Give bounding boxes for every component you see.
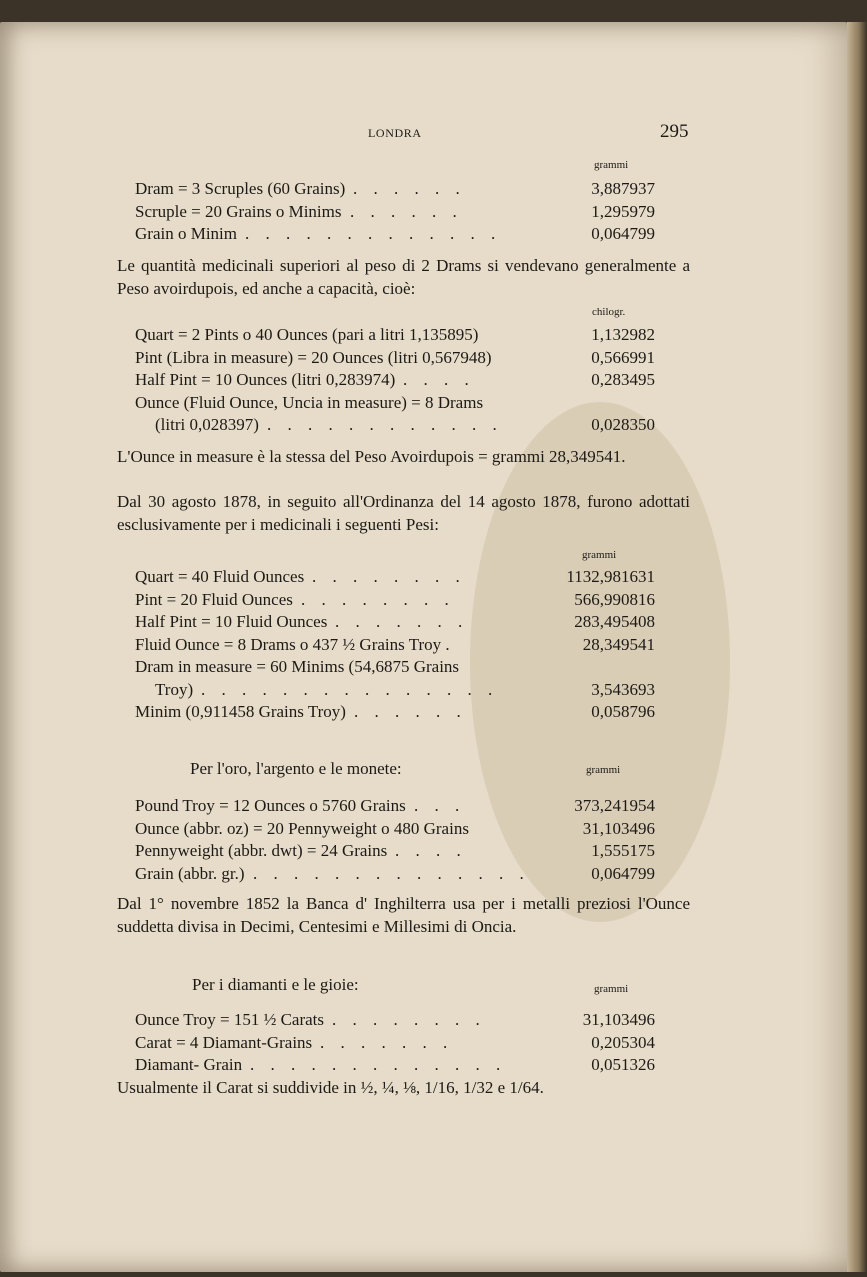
row-value: 0,028350: [591, 415, 655, 434]
unit-label-grammi-4: grammi: [594, 983, 629, 995]
row-value: 0,064799: [591, 863, 655, 883]
leader-dots: . . . . . . . .: [332, 1010, 486, 1029]
table-row: [135, 795, 655, 817]
page-number: 295: [660, 121, 689, 142]
row-value: 0,566991: [591, 347, 655, 367]
table-row: [135, 863, 655, 885]
table-row: [135, 1054, 655, 1076]
table-row: [135, 347, 655, 369]
row-label: Ounce Troy = 151 ½ Carats: [135, 1010, 325, 1029]
unit-label-grammi-3: grammi: [586, 764, 621, 776]
row-label: Pint = 20 Fluid Ounces: [135, 589, 293, 609]
leader-dots: . . . . . . . . . . . . . .: [253, 863, 530, 883]
row-value: 0,064799: [591, 224, 655, 243]
row-label: Quart = 2 Pints o 40 Ounces (pari a litri 1,135895): [135, 325, 479, 344]
unit-label-grammi-1: grammi: [594, 159, 629, 171]
leader-dots: . . . . . . .: [335, 612, 469, 631]
row-label: Ounce (Fluid Ounce, Uncia in measure) = 8 Drams: [135, 392, 484, 412]
row-label: (litri 0,028397): [155, 415, 259, 434]
leader-dots: . . . . . . . .: [301, 589, 455, 609]
paragraph-3: Dal 30 agosto 1878, in seguito all'Ordinanza del 14 agosto 1878, furono adottati esclusivamente per i medicinali i seguenti Pesi:: [117, 492, 690, 534]
table-row: [135, 701, 655, 723]
table-row: [135, 589, 655, 611]
row-label: Ounce (abbr. oz) = 20 Pennyweight o 480 Grains: [135, 818, 469, 838]
heading-gold: Per l'oro, l'argento e le monete:: [190, 759, 402, 778]
leader-dots: . . . . . . . . . . . . .: [250, 1055, 507, 1074]
paragraph-1: Le quantità medicinali superiori al peso di 2 Drams si vendevano generalmente a Peso avoirdupois, ed anche a capacità, cioè:: [117, 256, 690, 298]
row-value: 3,543693: [591, 679, 655, 699]
page-header: [0, 121, 852, 144]
row-value: 0,051326: [591, 1055, 655, 1074]
row-label: Troy): [155, 679, 194, 699]
row-value: 31,103496: [582, 818, 655, 838]
row-value: 28,349541: [582, 634, 655, 654]
unit-label-grammi-2: grammi: [582, 549, 617, 561]
row-value: 0,205304: [591, 1032, 655, 1052]
table-row: [135, 324, 655, 346]
leader-dots: . . . . . .: [350, 201, 463, 221]
row-label: Pound Troy = 12 Ounces o 5760 Grains: [135, 796, 406, 815]
table-row: [135, 634, 655, 656]
paragraph-5: Usualmente il Carat si suddivide in ½, ¼, ⅛, 1/16, 1/32 e 1/64.: [117, 1078, 544, 1097]
table-row: [135, 414, 655, 436]
row-value: 0,283495: [591, 370, 655, 389]
leader-dots: . . . . . . .: [320, 1032, 454, 1052]
table-row: [135, 679, 655, 701]
row-value: 31,103496: [582, 1010, 655, 1029]
row-label: Dram = 3 Scruples (60 Grains): [135, 179, 346, 198]
row-label: Pennyweight (abbr. dwt) = 24 Grains: [135, 841, 388, 860]
row-value: 3,887937: [591, 179, 655, 198]
table-row: [135, 1009, 655, 1031]
table-row: [135, 611, 655, 633]
table-row: [135, 178, 655, 200]
row-value: 1,295979: [591, 201, 655, 221]
leader-dots: . . . . . . . .: [312, 567, 466, 586]
leader-dots: . . . . . . . . . . . . .: [245, 224, 502, 243]
leader-dots: . . . . . . . . . . . .: [267, 415, 503, 434]
table-row: [135, 392, 655, 414]
table-row: [135, 201, 655, 223]
unit-label-chilogr: chilogr.: [592, 306, 626, 318]
row-label: Half Pint = 10 Fluid Ounces: [135, 612, 328, 631]
row-label: Diamant- Grain: [135, 1055, 243, 1074]
page-edge: [847, 22, 867, 1272]
table-row: [135, 840, 655, 862]
table-row: [135, 369, 655, 391]
paragraph-4: Dal 1° novembre 1852 la Banca d' Inghilterra usa per i metalli preziosi l'Ounce suddetta divisa in Decimi, Centesimi e Millesimi di Oncia.: [117, 894, 690, 936]
row-label: Quart = 40 Fluid Ounces: [135, 567, 305, 586]
row-value: 1,132982: [591, 325, 655, 344]
row-label: Half Pint = 10 Ounces (litri 0,283974): [135, 370, 396, 389]
leader-dots: . . . .: [403, 370, 475, 389]
table-row: [135, 223, 655, 245]
row-value: 283,495408: [574, 612, 655, 631]
row-value: 1,555175: [591, 841, 655, 860]
row-label: Carat = 4 Diamant-Grains: [135, 1032, 313, 1052]
leader-dots: . . . . . . . . . . . . . . .: [201, 679, 499, 699]
row-label: Fluid Ounce = 8 Drams o 437 ½ Grains Troy .: [135, 634, 450, 654]
running-head: LONDRA: [368, 126, 422, 140]
leader-dots: . . . . . .: [354, 702, 467, 721]
row-label: Grain o Minim: [135, 224, 237, 243]
leader-dots: . . .: [414, 796, 466, 815]
row-label: Grain (abbr. gr.): [135, 863, 245, 883]
heading-diamonds: Per i diamanti e le gioie:: [192, 975, 359, 994]
table-row: [135, 1032, 655, 1054]
paragraph-2: L'Ounce in measure è la stessa del Peso Avoirdupois = grammi 28,349541.: [117, 447, 626, 466]
row-label: Pint (Libra in measure) = 20 Ounces (litri 0,567948): [135, 347, 492, 367]
table-row: [135, 656, 655, 678]
leader-dots: . . . . . .: [353, 179, 466, 198]
table-row: [135, 818, 655, 840]
row-label: Minim (0,911458 Grains Troy): [135, 702, 346, 721]
row-value: 566,990816: [574, 589, 655, 609]
leader-dots: . . . .: [395, 841, 467, 860]
table-row: [135, 566, 655, 588]
row-value: 373,241954: [574, 796, 655, 815]
row-label: Scruple = 20 Grains o Minims: [135, 201, 342, 221]
row-label: Dram in measure = 60 Minims (54,6875 Grains: [135, 657, 460, 676]
row-value: 1132,981631: [566, 567, 655, 586]
row-value: 0,058796: [591, 702, 655, 721]
